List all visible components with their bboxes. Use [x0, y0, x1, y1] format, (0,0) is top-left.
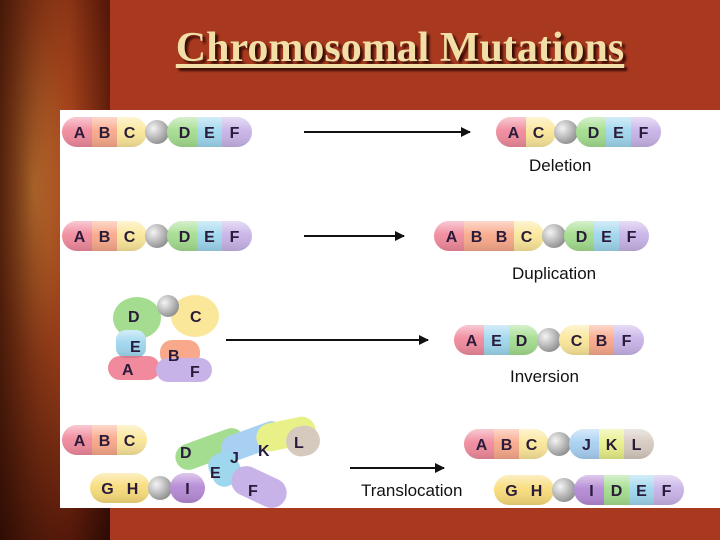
translocation-after-2-label-G: G	[505, 483, 518, 500]
translocation-before-2-label-H: H	[126, 481, 139, 498]
deletion-after-label-C: C	[532, 125, 545, 142]
translocation-before-1	[62, 425, 148, 455]
translocation-after-1-label-B: B	[500, 437, 513, 454]
svg-text:E: E	[210, 465, 221, 482]
translocation-after-1-centromere	[547, 432, 571, 456]
deletion-before	[62, 117, 253, 147]
inversion-after-centromere	[537, 328, 561, 352]
deletion-after	[496, 117, 662, 147]
inversion-after	[454, 325, 645, 355]
svg-text:L: L	[294, 435, 304, 452]
inversion-loop-label-C: C	[190, 309, 202, 326]
translocation-after-2-label-F: F	[661, 483, 672, 500]
slide-title: Chromosomal Mutations	[175, 25, 625, 71]
deletion-after-centromere	[554, 120, 578, 144]
inversion-after-label-D: D	[515, 333, 528, 350]
deletion-before-centromere	[145, 120, 169, 144]
translocation-before-2-label-G: G	[101, 481, 114, 498]
deletion-after-label-E: E	[613, 125, 624, 142]
deletion-before-label-C: C	[123, 125, 136, 142]
translocation-before-2	[90, 473, 206, 503]
svg-text:K: K	[258, 443, 270, 460]
caption-translocation: Translocation	[361, 481, 463, 500]
translocation-after-1-label-J: J	[582, 437, 591, 454]
deletion-before-label-B: B	[98, 125, 111, 142]
inversion-loop-F	[156, 358, 212, 382]
translocation-after-1-label-A: A	[475, 437, 488, 454]
translocation-after-2-label-I: I	[589, 483, 594, 500]
duplication-after-label-E: E	[601, 229, 612, 246]
duplication-after-label-D: D	[575, 229, 588, 246]
inversion-after-label-B: B	[595, 333, 608, 350]
translocation-after-1	[464, 429, 655, 459]
svg-text:F: F	[248, 483, 258, 500]
svg-text:J: J	[230, 450, 239, 467]
inversion-loop-label-E: E	[130, 339, 141, 356]
duplication-before	[62, 221, 253, 251]
inversion-loop-chromosome	[108, 286, 219, 382]
duplication-after-label-F: F	[626, 229, 637, 246]
duplication-before-label-B: B	[98, 229, 111, 246]
duplication-after-centromere	[542, 224, 566, 248]
deletion-before-label-E: E	[204, 125, 215, 142]
diagram-panel	[60, 110, 720, 508]
duplication-before-centromere	[145, 224, 169, 248]
caption-deletion: Deletion	[529, 156, 592, 175]
translocation-after-1-label-K: K	[605, 437, 618, 454]
inversion-loop-label-A: A	[122, 362, 134, 379]
deletion-after-label-D: D	[587, 125, 600, 142]
duplication-after-label-B: B	[495, 229, 508, 246]
translocation-after-2-centromere	[552, 478, 576, 502]
deletion-after-label-F: F	[638, 125, 649, 142]
duplication-after	[434, 221, 650, 251]
duplication-before-label-E: E	[204, 229, 215, 246]
duplication-after-label-A: A	[445, 229, 458, 246]
duplication-after-label-C: C	[520, 229, 533, 246]
caption-duplication: Duplication	[512, 264, 597, 283]
translocation-after-1-label-C: C	[525, 437, 538, 454]
inversion-after-label-C: C	[570, 333, 583, 350]
inversion-after-label-E: E	[491, 333, 502, 350]
duplication-after-label-B: B	[470, 229, 483, 246]
translocation-before-1-label-C: C	[123, 433, 136, 450]
translocation-after-2-label-D: D	[610, 483, 623, 500]
duplication-before-label-F: F	[229, 229, 240, 246]
translocation-after-2-label-H: H	[530, 483, 543, 500]
translocation-before-2-centromere	[148, 476, 172, 500]
deletion-before-label-A: A	[73, 125, 86, 142]
deletion-before-label-D: D	[178, 125, 191, 142]
deletion-after-label-A: A	[507, 125, 520, 142]
inversion-after-label-A: A	[465, 333, 478, 350]
duplication-before-label-A: A	[73, 229, 86, 246]
translocation-before-1-label-A: A	[73, 433, 86, 450]
duplication-before-label-D: D	[178, 229, 191, 246]
mutations-diagram	[60, 110, 720, 508]
inversion-loop-label-D: D	[128, 309, 140, 326]
deletion-before-label-F: F	[229, 125, 240, 142]
inversion-loop-label-B: B	[168, 348, 180, 365]
inversion-loop-A	[108, 356, 160, 380]
translocation-before-2-label-I: I	[185, 481, 190, 498]
duplication-before-label-C: C	[123, 229, 136, 246]
translocation-after-2-label-E: E	[636, 483, 647, 500]
inversion-after-label-F: F	[621, 333, 632, 350]
translocation-after-1-label-L: L	[631, 437, 642, 454]
inversion-loop-centromere	[157, 295, 179, 317]
translocation-after-2	[494, 475, 685, 505]
svg-text:D: D	[180, 445, 192, 462]
translocation-before-1-label-B: B	[98, 433, 111, 450]
caption-inversion: Inversion	[510, 367, 579, 386]
inversion-loop-label-F: F	[190, 364, 200, 381]
